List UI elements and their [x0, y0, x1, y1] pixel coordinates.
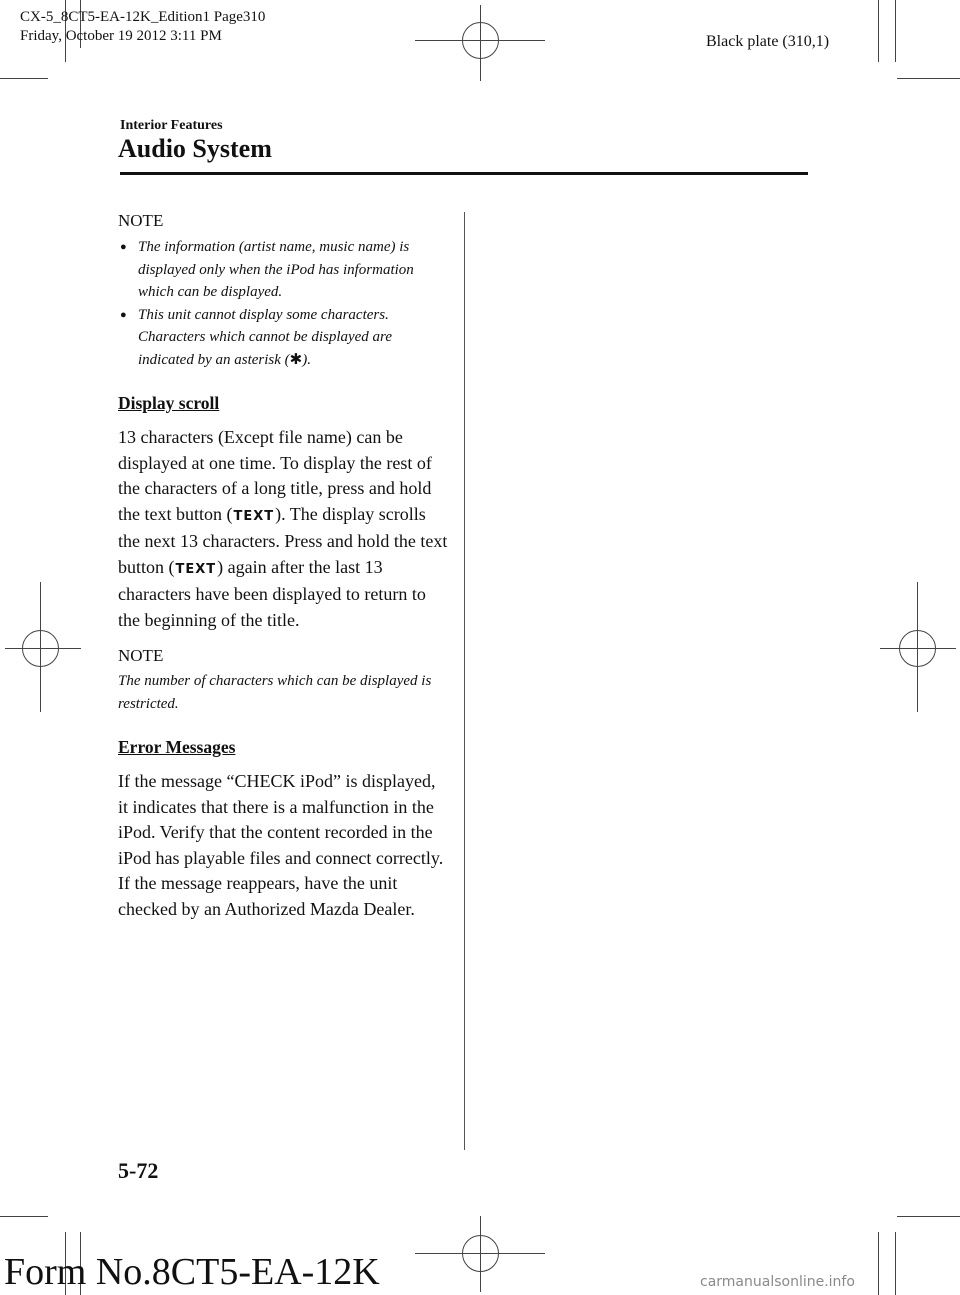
text-button-icon: TEXT	[175, 561, 217, 577]
crop-line	[0, 78, 48, 79]
paragraph-text: 13 characters (Except file name) can be displayed at one time. To display the rest of the characters of a long title, press and hold the text button (	[118, 427, 432, 524]
paragraph-text: ). The display scrolls the next 13 characters. Press and hold the text button (	[118, 503, 448, 577]
display-scroll-heading: Display scroll	[118, 393, 220, 413]
title-rule	[120, 172, 808, 175]
note-item-text-end: ).	[302, 351, 311, 368]
note-item	[118, 304, 448, 372]
registration-target-icon	[22, 630, 59, 667]
note-list	[118, 236, 448, 371]
note-item	[118, 236, 448, 304]
column-divider	[464, 212, 465, 1150]
registration-target-icon	[899, 630, 936, 667]
section-label: Interior Features	[120, 118, 223, 133]
crop-line	[878, 0, 879, 62]
page-title: Audio System	[118, 134, 272, 163]
error-messages-paragraph: If the message “CHECK iPod” is displayed, it indicates that there is a malfunction in the iPod. Verify that the content recorded in the iPod has playable files and connect correctly. If the message reappears, have the unit checked by an Authorized Mazda Dealer.	[118, 771, 444, 919]
form-number: Form No.8CT5-EA-12K	[4, 1251, 380, 1293]
left-column	[118, 210, 448, 922]
print-info-file: CX-5_8CT5-EA-12K_Edition1 Page310	[20, 9, 266, 25]
note-heading: NOTE	[118, 646, 164, 665]
crop-line	[0, 1216, 48, 1217]
watermark: carmanualsonline.info	[700, 1274, 855, 1290]
display-scroll-paragraph	[118, 425, 448, 633]
bullet-icon: ●	[120, 241, 127, 253]
crop-line	[878, 1232, 879, 1295]
paragraph-text: ) again after the last 13 characters have been displayed to return to the beginning of the title.	[118, 556, 426, 630]
registration-target-icon	[462, 1235, 499, 1272]
crop-line	[895, 1232, 896, 1295]
crop-line	[895, 0, 896, 62]
note-text: The number of characters which can be displayed is restricted.	[118, 673, 432, 712]
registration-target-icon	[462, 22, 499, 59]
plate-label: Black plate (310,1)	[706, 33, 830, 50]
text-button-icon: TEXT	[233, 508, 275, 524]
bullet-icon: ●	[120, 308, 127, 321]
note-item-text: This unit cannot display some characters. Characters which cannot be displayed are indicated by an asterisk (	[138, 306, 392, 368]
crop-line	[897, 1216, 960, 1217]
note-item-text: The information (artist name, music name) is displayed only when the iPod has information which can be displayed.	[138, 239, 414, 300]
note-heading: NOTE	[118, 211, 164, 230]
error-messages-heading: Error Messages	[118, 737, 236, 757]
crop-line	[897, 78, 960, 79]
print-info-date: Friday, October 19 2012 3:11 PM	[20, 28, 222, 44]
page-number: 5-72	[118, 1158, 159, 1183]
print-info	[20, 8, 265, 46]
asterisk-icon: ✱	[289, 351, 303, 368]
